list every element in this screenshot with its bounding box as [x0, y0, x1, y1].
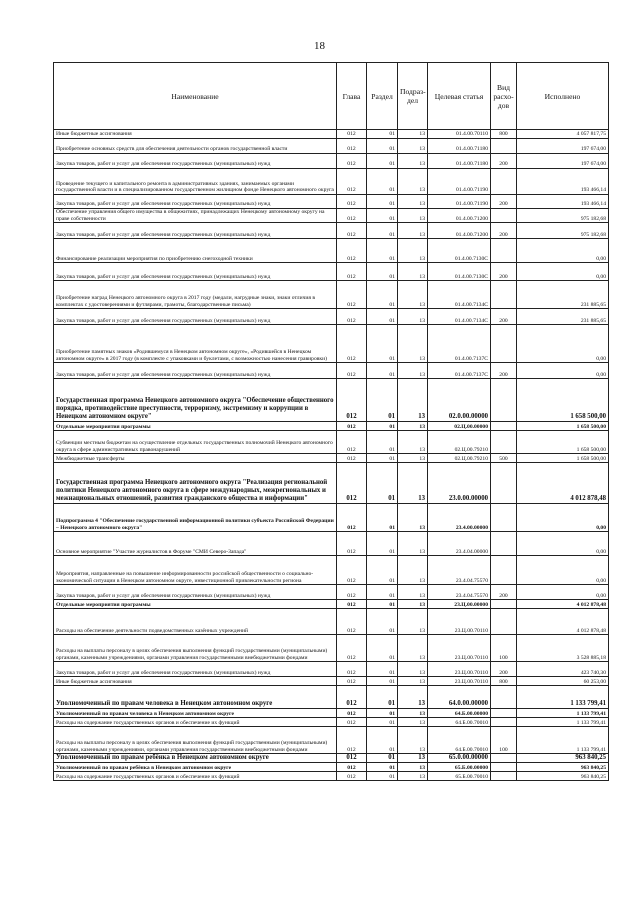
cell-name: Приобретение наград Ненецкого автономного округа в 2017 году (медали, нагрудные знаки, знаки отличия в комплектах с удостоверениями и футлярами, грамоты, благодарственные письма) — [54, 281, 337, 309]
cell-podrazdel: 13 — [398, 556, 428, 585]
cell-vid — [491, 139, 517, 154]
cell-glava: 012 — [337, 709, 367, 718]
table-row — [54, 209, 609, 223]
header-ispolneno: Исполнено — [517, 63, 609, 130]
cell-tselevaya: 23.4.00.00000 — [428, 504, 491, 532]
cell-razdel: 01 — [367, 239, 398, 263]
table-row — [54, 662, 609, 677]
cell-vid — [491, 754, 517, 763]
cell-ispolneno: 231 885,65 — [517, 309, 609, 325]
cell-glava: 012 — [337, 223, 367, 239]
cell-glava: 012 — [337, 325, 367, 363]
cell-podrazdel: 13 — [398, 363, 428, 379]
table-row — [54, 379, 609, 422]
cell-podrazdel: 13 — [398, 209, 428, 223]
cell-podrazdel: 13 — [398, 139, 428, 154]
table-row — [54, 223, 609, 239]
cell-glava: 012 — [337, 422, 367, 431]
cell-podrazdel: 13 — [398, 195, 428, 209]
cell-name: Государственная программа Ненецкого автономного округа "Реализация региональной политики Ненецкого автономного округа в сфере международных, межрегиональных и межнациональных отношений, развития гражданского общества и информации" — [54, 463, 337, 504]
cell-glava: 012 — [337, 379, 367, 422]
cell-vid: 800 — [491, 130, 517, 139]
cell-podrazdel: 13 — [398, 309, 428, 325]
cell-glava: 012 — [337, 727, 367, 754]
cell-vid: 200 — [491, 585, 517, 600]
cell-razdel: 01 — [367, 677, 398, 686]
cell-tselevaya: 65.Б.00.00000 — [428, 763, 491, 772]
header-name: Наименование — [54, 63, 337, 130]
cell-name: Уполномоченный по правам ребёнка в Ненецком автономном округе — [54, 763, 337, 772]
cell-name: Государственная программа Ненецкого автономного округа "Обеспечение общественного порядка, противодействие преступности, терроризму, экстремизму и коррупции в Ненецком автономном округе" — [54, 379, 337, 422]
table-row — [54, 195, 609, 209]
cell-ispolneno: 1 658 500,00 — [517, 422, 609, 431]
cell-glava: 012 — [337, 635, 367, 662]
cell-podrazdel: 13 — [398, 677, 428, 686]
cell-razdel: 01 — [367, 454, 398, 463]
cell-razdel: 01 — [367, 772, 398, 781]
cell-podrazdel: 13 — [398, 325, 428, 363]
cell-vid — [491, 239, 517, 263]
cell-vid — [491, 281, 517, 309]
table-row — [54, 281, 609, 309]
cell-ispolneno: 4 012 878,48 — [517, 600, 609, 609]
cell-tselevaya: 65.Б.00.70010 — [428, 772, 491, 781]
cell-razdel: 01 — [367, 709, 398, 718]
cell-ispolneno: 1 658 500,00 — [517, 454, 609, 463]
cell-razdel: 01 — [367, 154, 398, 169]
cell-tselevaya: 01.4.00.7130С — [428, 263, 491, 281]
cell-name: Закупка товаров, работ и услуг для обеспечения государственных (муниципальных) нужд — [54, 223, 337, 239]
cell-ispolneno: 975 182,68 — [517, 209, 609, 223]
cell-name: Расходы на содержание государственных органов и обеспечение их функций — [54, 772, 337, 781]
cell-razdel: 01 — [367, 169, 398, 195]
table-row — [54, 154, 609, 169]
cell-tselevaya: 02.Ц.00.79210 — [428, 454, 491, 463]
cell-ispolneno: 4 057 817,75 — [517, 130, 609, 139]
cell-glava: 012 — [337, 600, 367, 609]
cell-ispolneno: 423 740,30 — [517, 662, 609, 677]
cell-name: Уполномоченный по правам человека в Ненецком автономном округе — [54, 709, 337, 718]
cell-ispolneno: 4 012 878,48 — [517, 609, 609, 635]
cell-podrazdel: 13 — [398, 662, 428, 677]
table-row — [54, 600, 609, 609]
table-row — [54, 727, 609, 754]
cell-ispolneno: 0,00 — [517, 263, 609, 281]
cell-tselevaya: 65.0.00.00000 — [428, 754, 491, 763]
table-row — [54, 454, 609, 463]
cell-ispolneno: 1 658 500,00 — [517, 379, 609, 422]
cell-ispolneno: 963 840,25 — [517, 763, 609, 772]
cell-ispolneno: 1 133 799,41 — [517, 686, 609, 709]
table-row — [54, 130, 609, 139]
table-row — [54, 463, 609, 504]
budget-table — [53, 62, 609, 781]
cell-ispolneno: 0,00 — [517, 239, 609, 263]
header-tselevaya: Целевая статья — [428, 63, 491, 130]
cell-vid: 100 — [491, 727, 517, 754]
cell-razdel: 01 — [367, 130, 398, 139]
cell-tselevaya: 01.4.00.71190 — [428, 169, 491, 195]
cell-name: Закупка товаров, работ и услуг для обеспечения государственных (муниципальных) нужд — [54, 363, 337, 379]
cell-glava: 012 — [337, 772, 367, 781]
table-row — [54, 556, 609, 585]
cell-name: Мероприятия, направленные на повышение информированности российской общественности о социально-экономической ситуации в Ненецком автономном округе, инвестиционной привлекательности региона — [54, 556, 337, 585]
cell-podrazdel: 13 — [398, 454, 428, 463]
cell-name: Расходы на содержание государственных органов и обеспечение их функций — [54, 718, 337, 727]
cell-tselevaya: 01.4.00.71180 — [428, 139, 491, 154]
cell-ispolneno: 193 466,14 — [517, 195, 609, 209]
cell-tselevaya: 02.0.00.00000 — [428, 379, 491, 422]
cell-ispolneno: 193 466,14 — [517, 169, 609, 195]
table-row — [54, 363, 609, 379]
cell-razdel: 01 — [367, 763, 398, 772]
cell-tselevaya: 01.4.00.71200 — [428, 223, 491, 239]
cell-podrazdel: 13 — [398, 763, 428, 772]
cell-podrazdel: 13 — [398, 772, 428, 781]
table-row — [54, 263, 609, 281]
cell-ispolneno: 0,00 — [517, 585, 609, 600]
table-row — [54, 772, 609, 781]
cell-tselevaya: 01.4.00.71180 — [428, 154, 491, 169]
table-row — [54, 754, 609, 763]
cell-ispolneno: 3 528 885,18 — [517, 635, 609, 662]
cell-vid — [491, 504, 517, 532]
cell-name: Основное мероприятие "Участие журналистов в Форуме "СМИ Северо-Запада" — [54, 532, 337, 556]
table-body — [54, 130, 609, 781]
cell-glava: 012 — [337, 309, 367, 325]
cell-ispolneno: 1 658 500,00 — [517, 431, 609, 454]
cell-razdel: 01 — [367, 422, 398, 431]
cell-glava: 012 — [337, 239, 367, 263]
cell-tselevaya: 64.0.00.00000 — [428, 686, 491, 709]
cell-podrazdel: 13 — [398, 422, 428, 431]
table-row — [54, 763, 609, 772]
cell-vid — [491, 772, 517, 781]
cell-tselevaya: 23.Ц.00.70110 — [428, 635, 491, 662]
cell-glava: 012 — [337, 209, 367, 223]
cell-name: Закупка товаров, работ и услуг для обеспечения государственных (муниципальных) нужд — [54, 585, 337, 600]
cell-tselevaya: 01.4.00.7137С — [428, 363, 491, 379]
cell-podrazdel: 13 — [398, 463, 428, 504]
cell-vid: 200 — [491, 154, 517, 169]
cell-podrazdel: 13 — [398, 600, 428, 609]
cell-ispolneno: 197 674,00 — [517, 154, 609, 169]
cell-vid: 800 — [491, 677, 517, 686]
cell-tselevaya: 01.4.00.71190 — [428, 195, 491, 209]
cell-podrazdel: 13 — [398, 727, 428, 754]
cell-razdel: 01 — [367, 209, 398, 223]
cell-razdel: 01 — [367, 585, 398, 600]
table-row — [54, 139, 609, 154]
cell-razdel: 01 — [367, 463, 398, 504]
cell-name: Расходы на обеспечение деятельности подведомственных казённых учреждений — [54, 609, 337, 635]
cell-podrazdel: 13 — [398, 130, 428, 139]
cell-podrazdel: 13 — [398, 379, 428, 422]
cell-razdel: 01 — [367, 309, 398, 325]
cell-name: Закупка товаров, работ и услуг для обеспечения государственных (муниципальных) нужд — [54, 309, 337, 325]
cell-glava: 012 — [337, 195, 367, 209]
cell-razdel: 01 — [367, 363, 398, 379]
cell-name: Отдельные мероприятия программы — [54, 600, 337, 609]
cell-podrazdel: 13 — [398, 609, 428, 635]
cell-tselevaya: 64.Б.00.70010 — [428, 718, 491, 727]
cell-glava: 012 — [337, 454, 367, 463]
cell-tselevaya: 64.Б.00.00000 — [428, 709, 491, 718]
cell-razdel: 01 — [367, 754, 398, 763]
cell-name: Приобретение основных средств для обеспечения деятельности органов государственной власти — [54, 139, 337, 154]
cell-glava: 012 — [337, 609, 367, 635]
cell-ispolneno: 60 253,00 — [517, 677, 609, 686]
cell-razdel: 01 — [367, 635, 398, 662]
cell-glava: 012 — [337, 532, 367, 556]
cell-vid: 200 — [491, 309, 517, 325]
cell-vid — [491, 422, 517, 431]
table-row — [54, 422, 609, 431]
cell-ispolneno: 4 012 878,48 — [517, 463, 609, 504]
cell-glava: 012 — [337, 263, 367, 281]
cell-podrazdel: 13 — [398, 223, 428, 239]
table-row — [54, 635, 609, 662]
cell-razdel: 01 — [367, 281, 398, 309]
cell-vid — [491, 609, 517, 635]
cell-glava: 012 — [337, 754, 367, 763]
cell-vid — [491, 556, 517, 585]
cell-name: Подпрограмма 4 "Обеспечение государственной информационной политики субъекта Российской Федерации – Ненецкого автономного округа" — [54, 504, 337, 532]
cell-razdel: 01 — [367, 139, 398, 154]
cell-ispolneno: 975 182,68 — [517, 223, 609, 239]
cell-ispolneno: 963 840,25 — [517, 754, 609, 763]
table-row — [54, 585, 609, 600]
cell-tselevaya: 23.Ц.00.00000 — [428, 600, 491, 609]
cell-razdel: 01 — [367, 263, 398, 281]
cell-ispolneno: 0,00 — [517, 556, 609, 585]
cell-vid: 200 — [491, 263, 517, 281]
cell-tselevaya: 01.4.00.7134С — [428, 309, 491, 325]
table-row — [54, 718, 609, 727]
cell-podrazdel: 13 — [398, 281, 428, 309]
cell-glava: 012 — [337, 363, 367, 379]
cell-tselevaya: 23.4.04.75570 — [428, 585, 491, 600]
table-row — [54, 169, 609, 195]
cell-vid: 500 — [491, 454, 517, 463]
cell-name: Закупка товаров, работ и услуг для обеспечения государственных (муниципальных) нужд — [54, 662, 337, 677]
cell-razdel: 01 — [367, 223, 398, 239]
cell-vid — [491, 209, 517, 223]
cell-name: Расходы на выплаты персоналу в целях обеспечения выполнения функций государственными (муниципальными) органами, казенными учреждениями, органами управления государственными внебюджетными фондами — [54, 635, 337, 662]
cell-podrazdel: 13 — [398, 239, 428, 263]
cell-vid — [491, 532, 517, 556]
cell-vid: 200 — [491, 223, 517, 239]
table-row — [54, 709, 609, 718]
header-podrazdel: Подраз-дел — [398, 63, 428, 130]
cell-vid: 100 — [491, 635, 517, 662]
cell-glava: 012 — [337, 139, 367, 154]
cell-vid — [491, 600, 517, 609]
cell-tselevaya: 01.4.00.7130С — [428, 239, 491, 263]
cell-vid — [491, 169, 517, 195]
cell-razdel: 01 — [367, 504, 398, 532]
cell-razdel: 01 — [367, 609, 398, 635]
cell-glava: 012 — [337, 281, 367, 309]
cell-ispolneno: 1 133 799,41 — [517, 718, 609, 727]
cell-tselevaya: 23.4.04.00000 — [428, 532, 491, 556]
cell-ispolneno: 0,00 — [517, 363, 609, 379]
cell-podrazdel: 13 — [398, 754, 428, 763]
cell-glava: 012 — [337, 130, 367, 139]
cell-ispolneno: 0,00 — [517, 504, 609, 532]
cell-podrazdel: 13 — [398, 709, 428, 718]
cell-tselevaya: 23.0.00.00000 — [428, 463, 491, 504]
table-row — [54, 504, 609, 532]
cell-vid: 200 — [491, 195, 517, 209]
cell-name: Отдельные мероприятия программы — [54, 422, 337, 431]
cell-ispolneno: 0,00 — [517, 532, 609, 556]
header-vid: Вид расхо-дов — [491, 63, 517, 130]
cell-name: Закупка товаров, работ и услуг для обеспечения государственных (муниципальных) нужд — [54, 263, 337, 281]
cell-name: Закупка товаров, работ и услуг для обеспечения государственных (муниципальных) нужд — [54, 154, 337, 169]
cell-ispolneno: 1 133 799,41 — [517, 709, 609, 718]
cell-glava: 012 — [337, 763, 367, 772]
cell-tselevaya: 01.4.00.7134С — [428, 281, 491, 309]
cell-razdel: 01 — [367, 195, 398, 209]
cell-vid: 200 — [491, 662, 517, 677]
cell-razdel: 01 — [367, 686, 398, 709]
cell-vid — [491, 463, 517, 504]
cell-tselevaya: 23.Ц.00.70110 — [428, 677, 491, 686]
cell-glava: 012 — [337, 718, 367, 727]
table-row — [54, 686, 609, 709]
cell-name: Расходы на выплаты персоналу в целях обеспечения выполнения функций государственными (муниципальными) органами, казенными учреждениями, органами управления государственными внебюджетными фондами — [54, 727, 337, 754]
cell-vid — [491, 325, 517, 363]
cell-name: Иные бюджетные ассигнования — [54, 677, 337, 686]
cell-vid — [491, 431, 517, 454]
cell-podrazdel: 13 — [398, 532, 428, 556]
cell-vid — [491, 686, 517, 709]
cell-name: Межбюджетные трансферты — [54, 454, 337, 463]
table-row — [54, 677, 609, 686]
cell-glava: 012 — [337, 431, 367, 454]
cell-razdel: 01 — [367, 532, 398, 556]
cell-razdel: 01 — [367, 325, 398, 363]
table-row — [54, 309, 609, 325]
cell-name: Уполномоченный по правам ребёнка в Ненецком автономном округе — [54, 754, 337, 763]
cell-razdel: 01 — [367, 662, 398, 677]
cell-tselevaya: 02.Ц.00.79210 — [428, 431, 491, 454]
table-row — [54, 325, 609, 363]
table-header-row — [54, 63, 609, 130]
cell-tselevaya: 64.Б.00.70010 — [428, 727, 491, 754]
cell-glava: 012 — [337, 463, 367, 504]
cell-razdel: 01 — [367, 431, 398, 454]
cell-ispolneno: 1 133 799,41 — [517, 727, 609, 754]
cell-vid — [491, 718, 517, 727]
cell-ispolneno: 963 840,25 — [517, 772, 609, 781]
cell-podrazdel: 13 — [398, 585, 428, 600]
header-razdel: Раздел — [367, 63, 398, 130]
cell-razdel: 01 — [367, 379, 398, 422]
cell-vid: 200 — [491, 363, 517, 379]
cell-name: Уполномоченный по правам человека в Ненецком автономном округе — [54, 686, 337, 709]
table-row — [54, 609, 609, 635]
cell-podrazdel: 13 — [398, 686, 428, 709]
cell-razdel: 01 — [367, 727, 398, 754]
cell-podrazdel: 13 — [398, 635, 428, 662]
cell-name: Закупка товаров, работ и услуг для обеспечения государственных (муниципальных) нужд — [54, 195, 337, 209]
cell-tselevaya: 23.4.04.75570 — [428, 556, 491, 585]
cell-tselevaya: 02.Ц.00.00000 — [428, 422, 491, 431]
cell-podrazdel: 13 — [398, 263, 428, 281]
cell-glava: 012 — [337, 154, 367, 169]
cell-name: Приобретение памятных знаков «Родившемуся в Ненецком автономном округе», «Родившейся в Ненецком автономном округе» в 2017 году (в комплекте с упаковками и буклетами, с возможностью нанесения гравировки) — [54, 325, 337, 363]
cell-podrazdel: 13 — [398, 504, 428, 532]
table-row — [54, 431, 609, 454]
cell-razdel: 01 — [367, 556, 398, 585]
header-glava: Глава — [337, 63, 367, 130]
cell-glava: 012 — [337, 556, 367, 585]
cell-glava: 012 — [337, 686, 367, 709]
cell-name: Субвенции местным бюджетам на осуществление отдельных государственных полномочий Ненецкого автономного округа в сфере административных правонарушений — [54, 431, 337, 454]
cell-tselevaya: 01.4.00.71200 — [428, 209, 491, 223]
cell-podrazdel: 13 — [398, 169, 428, 195]
cell-tselevaya: 23.Ц.00.70110 — [428, 662, 491, 677]
cell-tselevaya: 23.Ц.00.70110 — [428, 609, 491, 635]
cell-ispolneno: 0,00 — [517, 325, 609, 363]
cell-vid — [491, 709, 517, 718]
cell-glava: 012 — [337, 677, 367, 686]
cell-podrazdel: 13 — [398, 431, 428, 454]
cell-ispolneno: 231 885,65 — [517, 281, 609, 309]
cell-name: Обеспечение управления общего имущества в общежитиях, принадлежащих Ненецкому автономному округу на праве собственности — [54, 209, 337, 223]
cell-vid — [491, 379, 517, 422]
cell-tselevaya: 01.4.00.7137С — [428, 325, 491, 363]
cell-tselevaya: 01.4.00.70110 — [428, 130, 491, 139]
page-number: 18 — [314, 40, 325, 52]
table-row — [54, 239, 609, 263]
cell-razdel: 01 — [367, 718, 398, 727]
cell-vid — [491, 763, 517, 772]
cell-name: Финансирование реализации мероприятия по приобретению снегоходной техники — [54, 239, 337, 263]
cell-podrazdel: 13 — [398, 718, 428, 727]
table-row — [54, 532, 609, 556]
cell-name: Иные бюджетные ассигнования — [54, 130, 337, 139]
cell-ispolneno: 197 674,00 — [517, 139, 609, 154]
cell-glava: 012 — [337, 504, 367, 532]
cell-podrazdel: 13 — [398, 154, 428, 169]
cell-razdel: 01 — [367, 600, 398, 609]
cell-glava: 012 — [337, 585, 367, 600]
cell-glava: 012 — [337, 169, 367, 195]
cell-glava: 012 — [337, 662, 367, 677]
cell-name: Проведение текущего и капитального ремонта в административных зданиях, занимаемых органами государственной власти и в специализированном государственном жилищном фонде Ненецкого автономного округа — [54, 169, 337, 195]
